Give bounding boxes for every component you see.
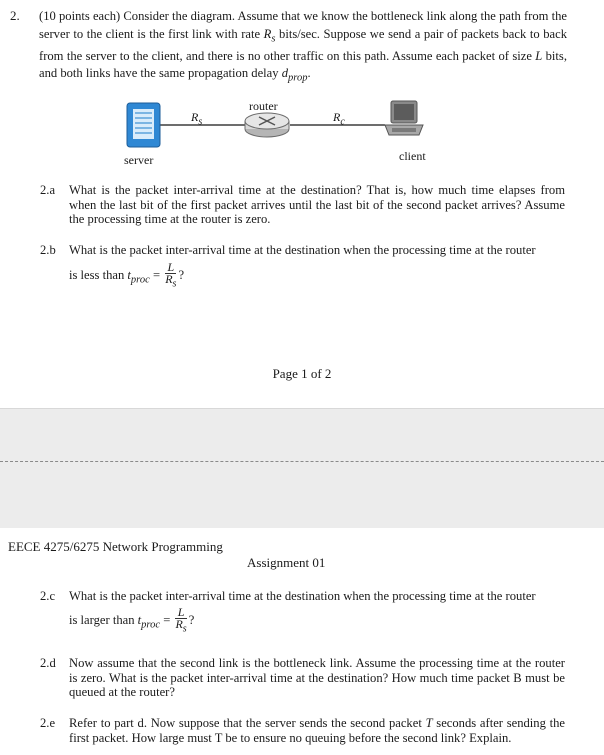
- assignment-header: Assignment 01: [247, 555, 326, 570]
- server-label: server: [124, 153, 154, 167]
- question-2b-line2: is less than $t_{proc}$ = $\frac{L}{R_s}$ ?: [69, 260, 185, 290]
- page-2: EECE 4275/6275 Network Programming Assignment 01 2.c What is the packet inter-arrival time at the destination when the processing time at the router is larger than $t_{proc}$ = $\frac{L}{R_s}$ ? 2.d Now assume that the second link is the bottleneck link. Assume the processing time at the router is zero. What is the packet inter-arrival time at the destination? How much time packet B must be queued at the router? 2.e Refer to part d. Now suppose that the server sends the second packet T seconds after sending the first packet. How large must T be to ensure no queuing before the second link? Explain.: [0, 528, 604, 755]
- client-label: client: [399, 149, 426, 163]
- fraction-l-over-rs: $\frac{L}{R_s}$: [175, 605, 187, 635]
- fraction-l-over-rs: $\frac{L}{R_s}$: [165, 260, 177, 290]
- router-icon: [245, 113, 289, 137]
- router-label: router: [249, 99, 278, 113]
- question-2c-line2: is larger than $t_{proc}$ = $\frac{L}{R_s}$ ?: [69, 605, 195, 635]
- link-rate-rc: $R_c$: [333, 110, 345, 128]
- page-break: [0, 408, 604, 529]
- t-proc-symbol: $t_{proc}$: [127, 268, 150, 286]
- page-1: 2. (10 points each) Consider the diagram. Assume that we know the bottleneck link along the path from the server to the client is the first link with rate $R_s$ bits/sec. Suppose we send a pair of packets back to back from the server to the client, and there is no other traffic on this path. Assume each packet of size L bits, and both links have the same propagation delay $d_{prop}$. router server client $R_s$ $R_c$ 2.a What is the packet inter-arrival time at the destination? That is, how much time elapses from when the last bit of the first packet arrives until the last bit of the second packet arrives? Assume the processing time at the router is zero. 2.b What is the packet inter-arrival time at the destination when the processing time at the router is less than $t_{proc}$ = $\frac{L}{R_s}$ ? Page 1 of 2: [0, 0, 604, 408]
- page-number: Page 1 of 2: [272, 366, 332, 381]
- course-header: EECE 4275/6275 Network Programming: [8, 539, 223, 554]
- question-intro: (10 points each) Consider the diagram. Assume that we know the bottleneck link along the path from the server to the client is the first link with rate $R_s$ bits/sec. Suppose we send a pair of packets back to back from the server to the client, and there is no other traffic on this path. Assume each packet of size L bits, and both links have the same propagation delay $d_{prop}$.: [39, 9, 568, 84]
- laptop-icon: [385, 101, 423, 135]
- page-break-divider: [0, 461, 604, 462]
- server-icon: [127, 103, 160, 147]
- link-rate-rs: $R_s$: [191, 110, 203, 128]
- network-diagram-svg: [0, 95, 604, 170]
- question-number: 2.: [10, 8, 20, 23]
- t-proc-symbol: $t_{proc}$: [137, 613, 161, 631]
